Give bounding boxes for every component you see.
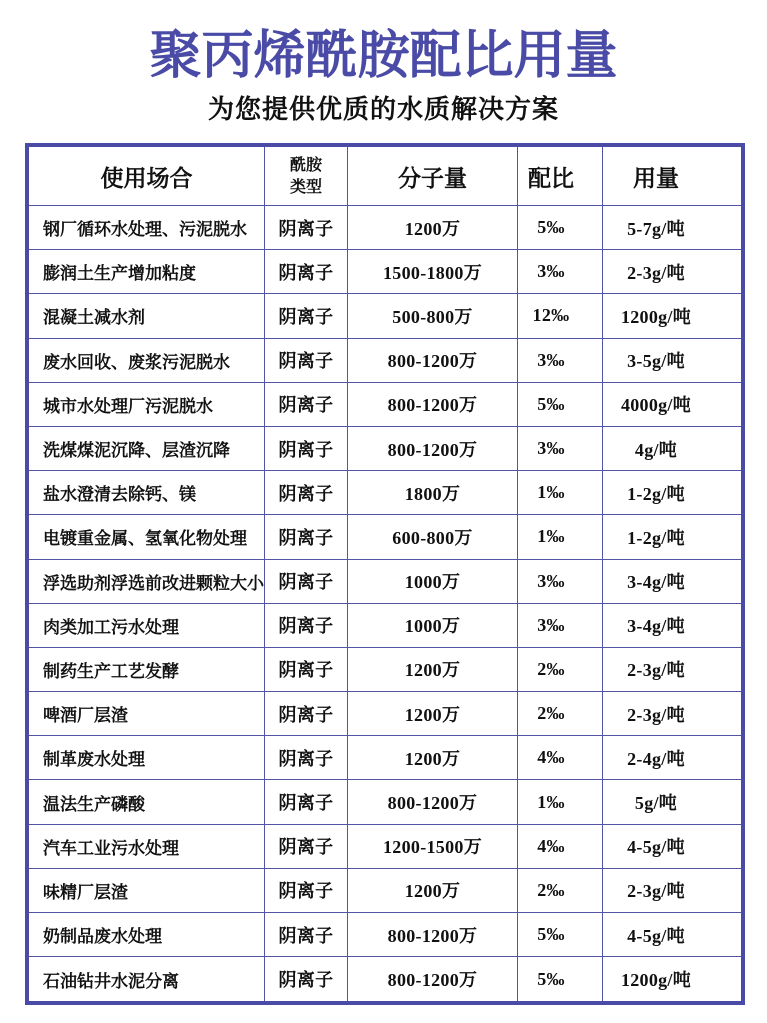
cell-dosage: 2-4g/吨 bbox=[627, 748, 685, 769]
table-row bbox=[29, 604, 741, 648]
table-row bbox=[29, 648, 741, 692]
cell-dosage: 5-7g/吨 bbox=[627, 218, 685, 239]
cell-usage: 汽车工业污水处理 bbox=[29, 825, 265, 868]
cell-ratio: 5‰ bbox=[518, 383, 603, 426]
cell-ratio: 5‰ bbox=[518, 913, 603, 956]
table-row bbox=[29, 383, 741, 427]
cell-usage: 肉类加工污水处理 bbox=[29, 604, 265, 647]
cell-molecular-weight: 800-1200万 bbox=[348, 383, 518, 426]
cell-dosage: 1-2g/吨 bbox=[627, 483, 685, 504]
cell-type: 阴离子 bbox=[265, 339, 348, 382]
cell-type: 阴离子 bbox=[265, 383, 348, 426]
cell-molecular-weight: 800-1200万 bbox=[348, 913, 518, 956]
cell-type: 阴离子 bbox=[265, 294, 348, 337]
cell-molecular-weight: 1200万 bbox=[348, 736, 518, 779]
header-usage: 使用场合 bbox=[29, 147, 265, 205]
cell-molecular-weight: 1200万 bbox=[348, 648, 518, 691]
cell-ratio: 1‰ bbox=[518, 515, 603, 558]
header-dosage: 用量 bbox=[633, 165, 679, 192]
cell-type: 阴离子 bbox=[265, 648, 348, 691]
cell-dosage: 1200g/吨 bbox=[620, 306, 692, 327]
table-row bbox=[29, 913, 741, 957]
cell-usage: 废水回收、废浆污泥脱水 bbox=[29, 339, 265, 382]
cell-usage: 温法生产磷酸 bbox=[29, 780, 265, 823]
cell-molecular-weight: 1800万 bbox=[348, 471, 518, 514]
cell-usage: 混凝土减水剂 bbox=[29, 294, 265, 337]
cell-usage: 啤酒厂层渣 bbox=[29, 692, 265, 735]
header-type-line1: 酰胺 bbox=[289, 155, 322, 174]
cell-ratio: 1‰ bbox=[518, 780, 603, 823]
cell-dosage: 1-2g/吨 bbox=[627, 527, 685, 548]
table-header-row bbox=[29, 147, 741, 206]
table-row bbox=[29, 780, 741, 824]
cell-usage: 城市水处理厂污泥脱水 bbox=[29, 383, 265, 426]
cell-type: 阴离子 bbox=[265, 206, 348, 249]
table-row bbox=[29, 515, 741, 559]
cell-dosage: 2-3g/吨 bbox=[627, 262, 685, 283]
cell-molecular-weight: 1200万 bbox=[348, 206, 518, 249]
table-row bbox=[29, 471, 741, 515]
cell-type: 阴离子 bbox=[265, 692, 348, 735]
cell-molecular-weight: 800-1200万 bbox=[348, 957, 518, 1001]
page-title: 聚丙烯酰胺配比用量 bbox=[149, 26, 618, 86]
cell-usage: 膨润土生产增加粘度 bbox=[29, 250, 265, 293]
cell-molecular-weight: 800-1200万 bbox=[348, 339, 518, 382]
cell-type: 阴离子 bbox=[265, 250, 348, 293]
cell-dosage: 4g/吨 bbox=[634, 439, 678, 460]
cell-usage: 制药生产工艺发酵 bbox=[29, 648, 265, 691]
table-row bbox=[29, 736, 741, 780]
header-ratio: 配比 bbox=[518, 147, 603, 205]
cell-molecular-weight: 600-800万 bbox=[348, 515, 518, 558]
table-row bbox=[29, 692, 741, 736]
cell-type: 阴离子 bbox=[265, 825, 348, 868]
cell-molecular-weight: 1000万 bbox=[348, 604, 518, 647]
header-type-line2: 类型 bbox=[289, 177, 322, 196]
cell-dosage: 4-5g/吨 bbox=[627, 925, 685, 946]
page-subtitle: 为您提供优质的水质解决方案 bbox=[207, 95, 559, 125]
cell-dosage: 3-4g/吨 bbox=[627, 616, 685, 637]
table-row bbox=[29, 250, 741, 294]
cell-ratio: 5‰ bbox=[518, 957, 603, 1001]
cell-type: 阴离子 bbox=[265, 471, 348, 514]
cell-usage: 奶制品废水处理 bbox=[29, 913, 265, 956]
cell-usage: 盐水澄清去除钙、镁 bbox=[29, 471, 265, 514]
cell-dosage: 2-3g/吨 bbox=[627, 881, 685, 902]
cell-ratio: 3‰ bbox=[518, 427, 603, 470]
cell-dosage: 2-3g/吨 bbox=[627, 704, 685, 725]
table-row bbox=[29, 957, 741, 1001]
cell-usage: 浮选助剂浮选前改进颗粒大小 bbox=[29, 560, 265, 603]
cell-usage: 味精厂层渣 bbox=[29, 869, 265, 912]
cell-dosage: 3-4g/吨 bbox=[627, 572, 685, 593]
cell-usage: 石油钻井水泥分离 bbox=[29, 957, 265, 1001]
table-row bbox=[29, 869, 741, 913]
cell-ratio: 3‰ bbox=[518, 250, 603, 293]
cell-type: 阴离子 bbox=[265, 780, 348, 823]
table-row bbox=[29, 206, 741, 250]
table-row bbox=[29, 825, 741, 869]
cell-ratio: 5‰ bbox=[518, 206, 603, 249]
cell-dosage: 5g/吨 bbox=[634, 793, 678, 814]
cell-dosage: 2-3g/吨 bbox=[627, 660, 685, 681]
cell-ratio: 3‰ bbox=[518, 560, 603, 603]
cell-molecular-weight: 1000万 bbox=[348, 560, 518, 603]
cell-dosage: 1200g/吨 bbox=[620, 970, 692, 991]
cell-ratio: 2‰ bbox=[518, 648, 603, 691]
cell-molecular-weight: 1200万 bbox=[348, 692, 518, 735]
cell-ratio: 3‰ bbox=[518, 339, 603, 382]
cell-usage: 洗煤煤泥沉降、层渣沉降 bbox=[29, 427, 265, 470]
cell-dosage: 4000g/吨 bbox=[620, 395, 692, 416]
cell-molecular-weight: 800-1200万 bbox=[348, 427, 518, 470]
cell-dosage: 3-5g/吨 bbox=[627, 351, 685, 372]
cell-molecular-weight: 1200万 bbox=[348, 869, 518, 912]
header-molecular-weight: 分子量 bbox=[348, 147, 518, 205]
table-row bbox=[29, 560, 741, 604]
table-row bbox=[29, 339, 741, 383]
cell-usage: 钢厂循环水处理、污泥脱水 bbox=[29, 206, 265, 249]
cell-ratio: 1‰ bbox=[518, 471, 603, 514]
cell-dosage: 4-5g/吨 bbox=[627, 837, 685, 858]
cell-molecular-weight: 800-1200万 bbox=[348, 780, 518, 823]
cell-type: 阴离子 bbox=[265, 515, 348, 558]
cell-type: 阴离子 bbox=[265, 913, 348, 956]
cell-type: 阴离子 bbox=[265, 869, 348, 912]
cell-ratio: 4‰ bbox=[518, 736, 603, 779]
cell-molecular-weight: 500-800万 bbox=[348, 294, 518, 337]
header-type bbox=[265, 147, 348, 205]
table-row bbox=[29, 294, 741, 338]
cell-molecular-weight: 1200-1500万 bbox=[348, 825, 518, 868]
cell-type: 阴离子 bbox=[265, 560, 348, 603]
cell-type: 阴离子 bbox=[265, 736, 348, 779]
cell-ratio: 2‰ bbox=[518, 692, 603, 735]
cell-type: 阴离子 bbox=[265, 604, 348, 647]
cell-molecular-weight: 1500-1800万 bbox=[348, 250, 518, 293]
cell-ratio: 3‰ bbox=[518, 604, 603, 647]
table-row bbox=[29, 427, 741, 471]
cell-ratio: 2‰ bbox=[518, 869, 603, 912]
cell-usage: 制革废水处理 bbox=[29, 736, 265, 779]
cell-type: 阴离子 bbox=[265, 427, 348, 470]
cell-usage: 电镀重金属、氢氧化物处理 bbox=[29, 515, 265, 558]
dosage-table bbox=[25, 143, 745, 1005]
cell-ratio: 4‰ bbox=[518, 825, 603, 868]
cell-type: 阴离子 bbox=[265, 957, 348, 1001]
cell-ratio: 12‰ bbox=[518, 294, 603, 337]
